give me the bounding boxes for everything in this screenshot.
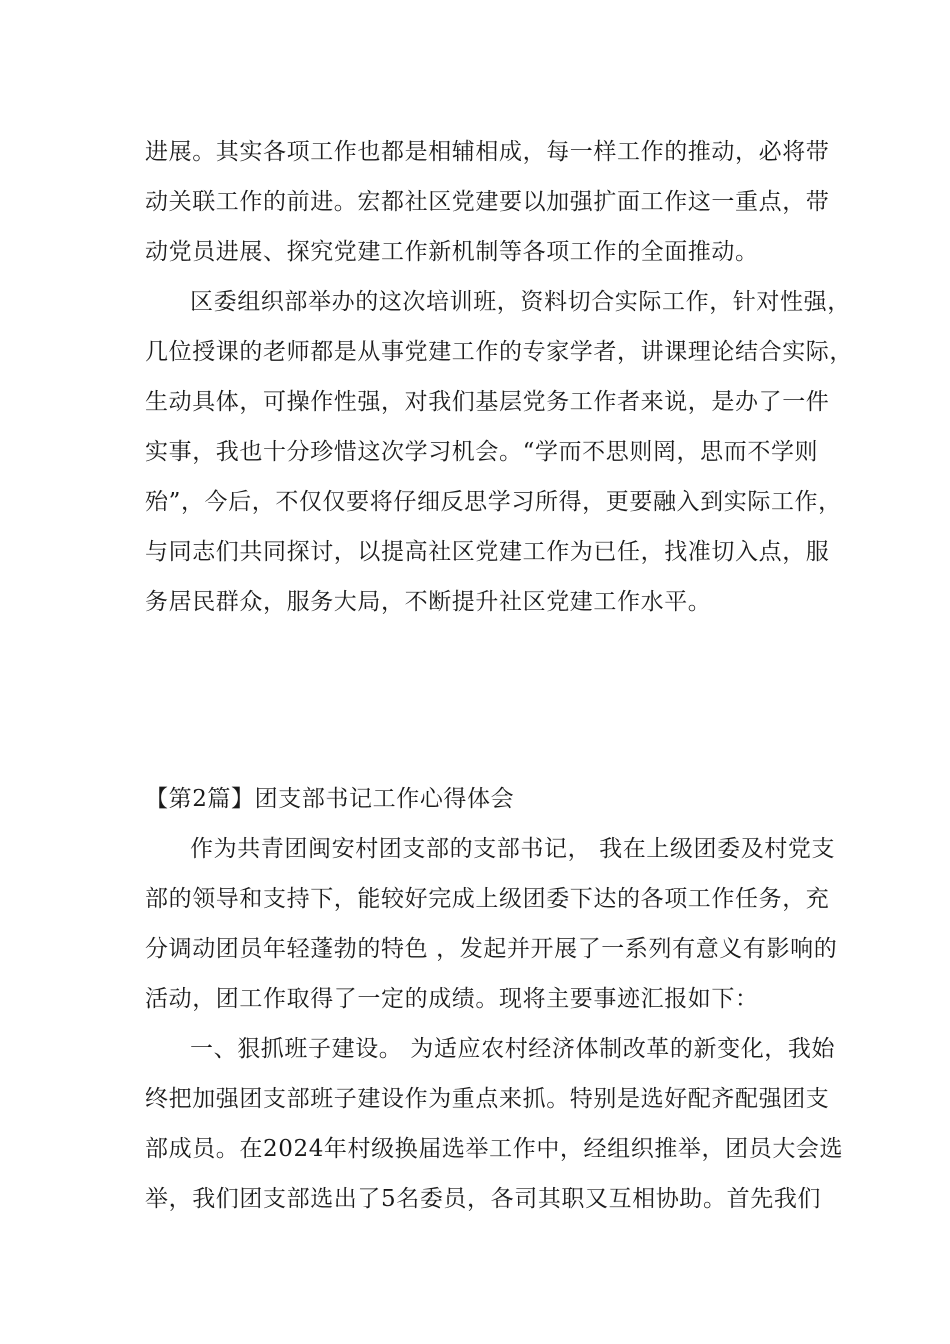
paragraph-line: 终把加强团支部班子建设作为重点来抓。特别是选好配齐配强团支 [145, 1086, 830, 1112]
paragraph-line: 活动，团工作取得了一定的成绩。现将主要事迹汇报如下： [145, 986, 759, 1012]
paragraph-line: 与同志们共同探讨，以提高社区党建工作为已任，找准切入点，服 [145, 539, 830, 565]
paragraph-line: 进展。其实各项工作也都是相辅相成，每一样工作的推动，必将带 [145, 139, 830, 165]
paragraph-line: 作为共青团闽安村团支部的支部书记， 我在上级团委及村党支 [190, 836, 836, 862]
paragraph-line: 务居民群众，服务大局，不断提升社区党建工作水平。 [145, 589, 712, 615]
paragraph-line: 部成员。在2024年村级换届选举工作中，经组织推举，团员大会选 [145, 1136, 844, 1162]
paragraph-line: 一、狠抓班子建设。 为适应农村经济体制改革的新变化，我始 [190, 1036, 836, 1062]
paragraph-line: 部的领导和支持下，能较好完成上级团委下达的各项工作任务，充 [145, 886, 830, 912]
paragraph-line: 几位授课的老师都是从事党建工作的专家学者，讲课理论结合实际， [145, 339, 853, 365]
paragraph-line: 举，我们团支部选出了5名委员，各司其职又互相协助。首先我们 [145, 1186, 822, 1212]
paragraph-line: 分调动团员年轻蓬勃的特色 ，发起并开展了一系列有意义有影响的 [145, 936, 838, 962]
paragraph-line: 殆”，今后，不仅仅要将仔细反思学习所得，更要融入到实际工作， [145, 489, 842, 515]
section-heading: 【第2篇】团支部书记工作心得体会 [145, 786, 515, 812]
paragraph-line: 实事，我也十分珍惜这次学习机会。“学而不思则罔，思而不学则 [145, 439, 819, 465]
paragraph-line: 动党员进展、探究党建工作新机制等各项工作的全面推动。 [145, 239, 759, 265]
paragraph-line: 生动具体，可操作性强，对我们基层党务工作者来说，是办了一件 [145, 389, 830, 415]
paragraph-line: 动关联工作的前进。宏都社区党建要以加强扩面工作这一重点，带 [145, 189, 830, 215]
paragraph-line: 区委组织部举办的这次培训班，资料切合实际工作，针对性强， [190, 289, 851, 315]
